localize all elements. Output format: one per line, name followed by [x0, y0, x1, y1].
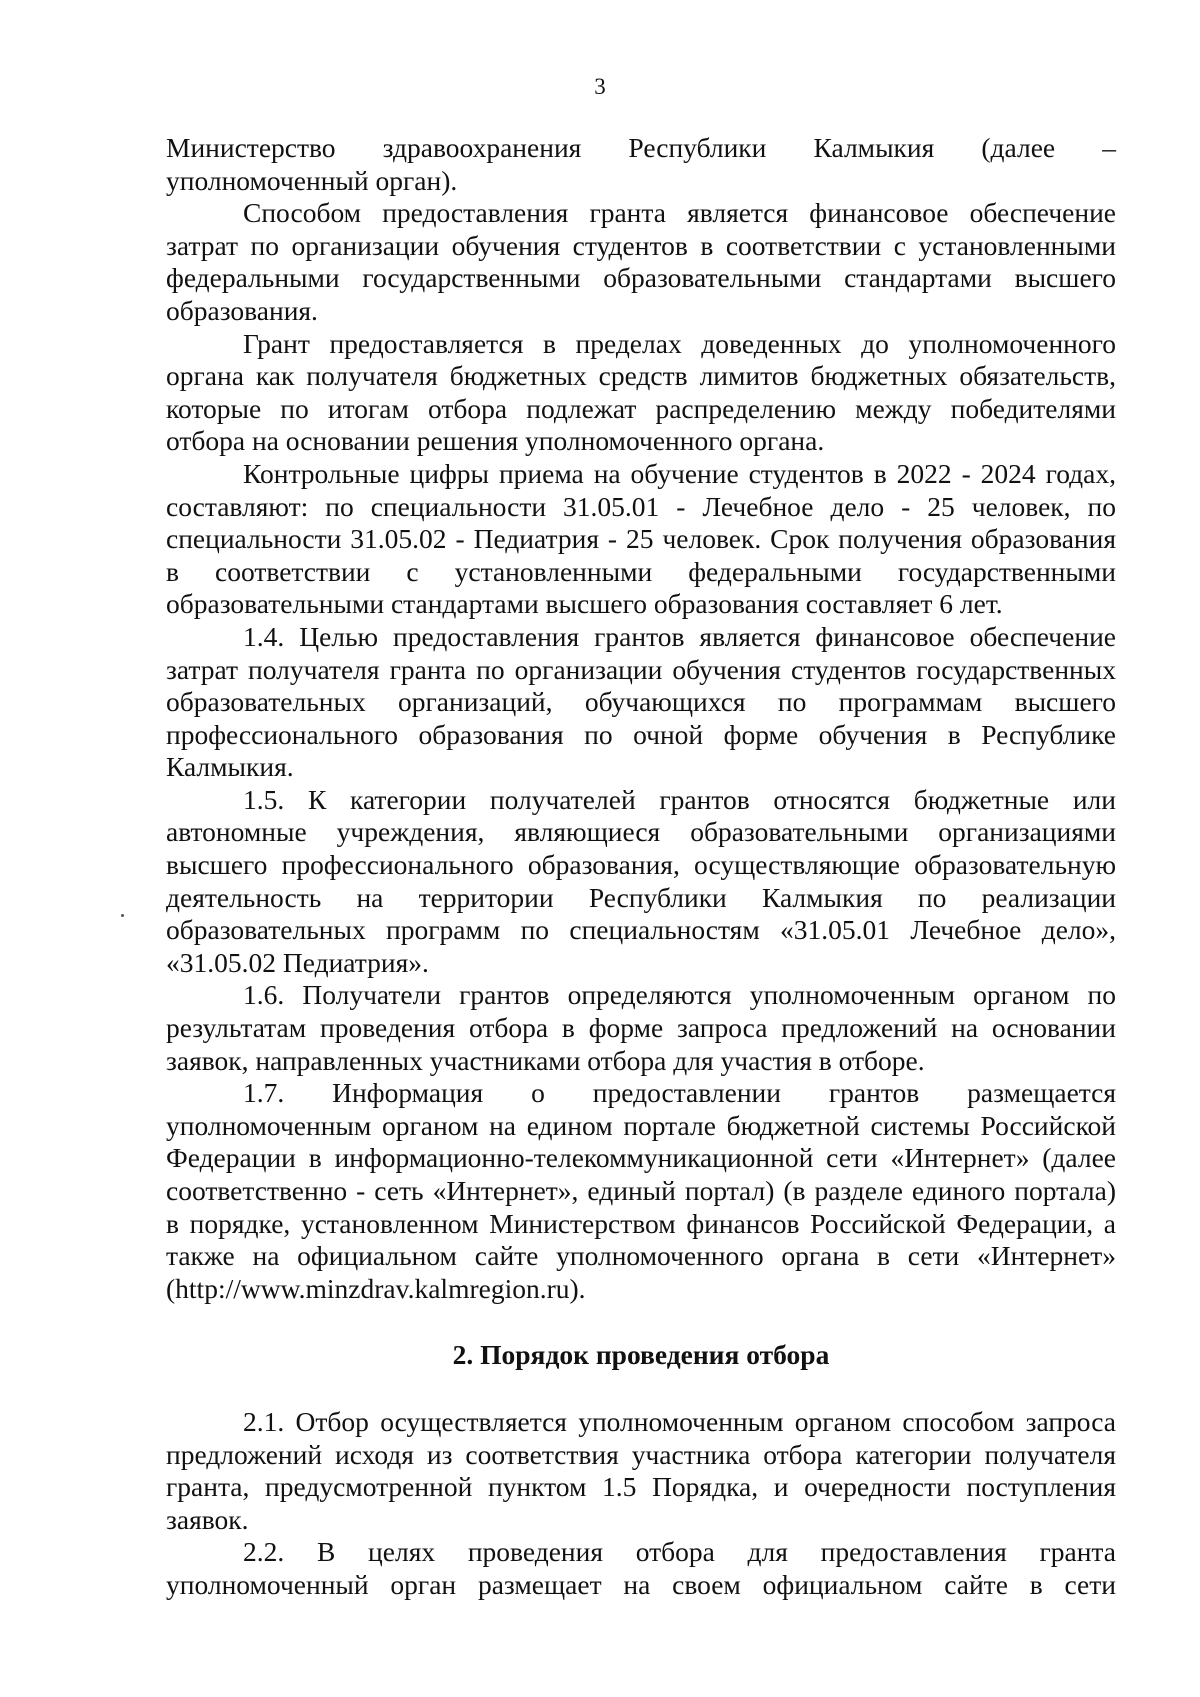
paragraph-grant-limits: Грант предоставляется в пределах доведенных до уполномоченного органа как получателя бюджетных средств лимитов бюджетных обязательств, которые по итогам отбора подлежат распределению между победителями отбора на основании решения уполномоченного органа. — [166, 327, 1116, 457]
paragraph-1-7: 1.7. Информация о предоставлении грантов размещается уполномоченным органом на едином портале бюджетной системы Российской Федерации в информационно-телекоммуникационной сети «Интернет» (далее соответственно - сеть «Интернет», единый портал) (в разделе единого портала) в порядке, установленном Министерством финансов Российской Федерации, а также на официальном сайте уполномоченного органа в сети «Интернет» (http://www.minzdrav.kalmregion.ru). — [166, 1077, 1116, 1304]
paragraph-grant-method: Способом предоставления гранта является финансовое обеспечение затрат по организации обучения студентов в соответствии с установленными федеральными государственными образовательными стандартами высшего образования. — [166, 197, 1116, 326]
paragraph-2-2: 2.2. В целях проведения отбора для предоставления гранта уполномоченный орган размещает на своем официальном сайте в сети — [166, 1536, 1116, 1600]
paragraph-1-4: 1.4. Целью предоставления грантов является финансовое обеспечение затрат получателя гранта по организации обучения студентов государственных образовательных организаций, обучающихся по программам высшего профессионального образования по очной форме обучения в Республике Калмыкия. — [166, 620, 1116, 783]
section-heading: 2. Порядок проведения отбора — [452, 1339, 830, 1371]
page-number: 3 — [594, 74, 606, 99]
document-body — [166, 132, 1116, 1602]
paragraph-1-6: 1.6. Получатели грантов определяются уполномоченным органом по результатам проведения отбора в форме запроса предложений на основании заявок, направленных участниками отбора для участия в отборе. — [166, 979, 1116, 1076]
scan-artifact-dot — [121, 914, 124, 917]
paragraph-2-1: 2.1. Отбор осуществляется уполномоченным органом способом запроса предложений исходя из соответствия участника отбора категории получателя гранта, предусмотренной пунктом 1.5 Порядка, и очередности поступления заявок. — [166, 1405, 1116, 1535]
paragraph-1-5: 1.5. К категории получателей грантов относятся бюджетные или автономные учреждения, являющиеся образовательными организациями высшего профессионального образования, осуществляющие образовательную деятельность на территории Республики Калмыкия по реализации образовательных программ по специальностям «31.05.01 Лечебное дело», «31.05.02 Педиатрия». — [166, 783, 1116, 978]
paragraph-authorized-body: Министерство здравоохранения Республики Калмыкия (далее – уполномоченный орган). — [166, 132, 1116, 196]
paragraph-admission-figures: Контрольные цифры приема на обучение студентов в 2022 - 2024 годах, составляют: по специальности 31.05.01 - Лечебное дело - 25 человек, по специальности 31.05.02 - Педиатрия - 25 человек. Срок получения образования в соответствии с установленными федеральными государственными образовательными стандартами высшего образования составляет 6 лет. — [166, 457, 1116, 620]
